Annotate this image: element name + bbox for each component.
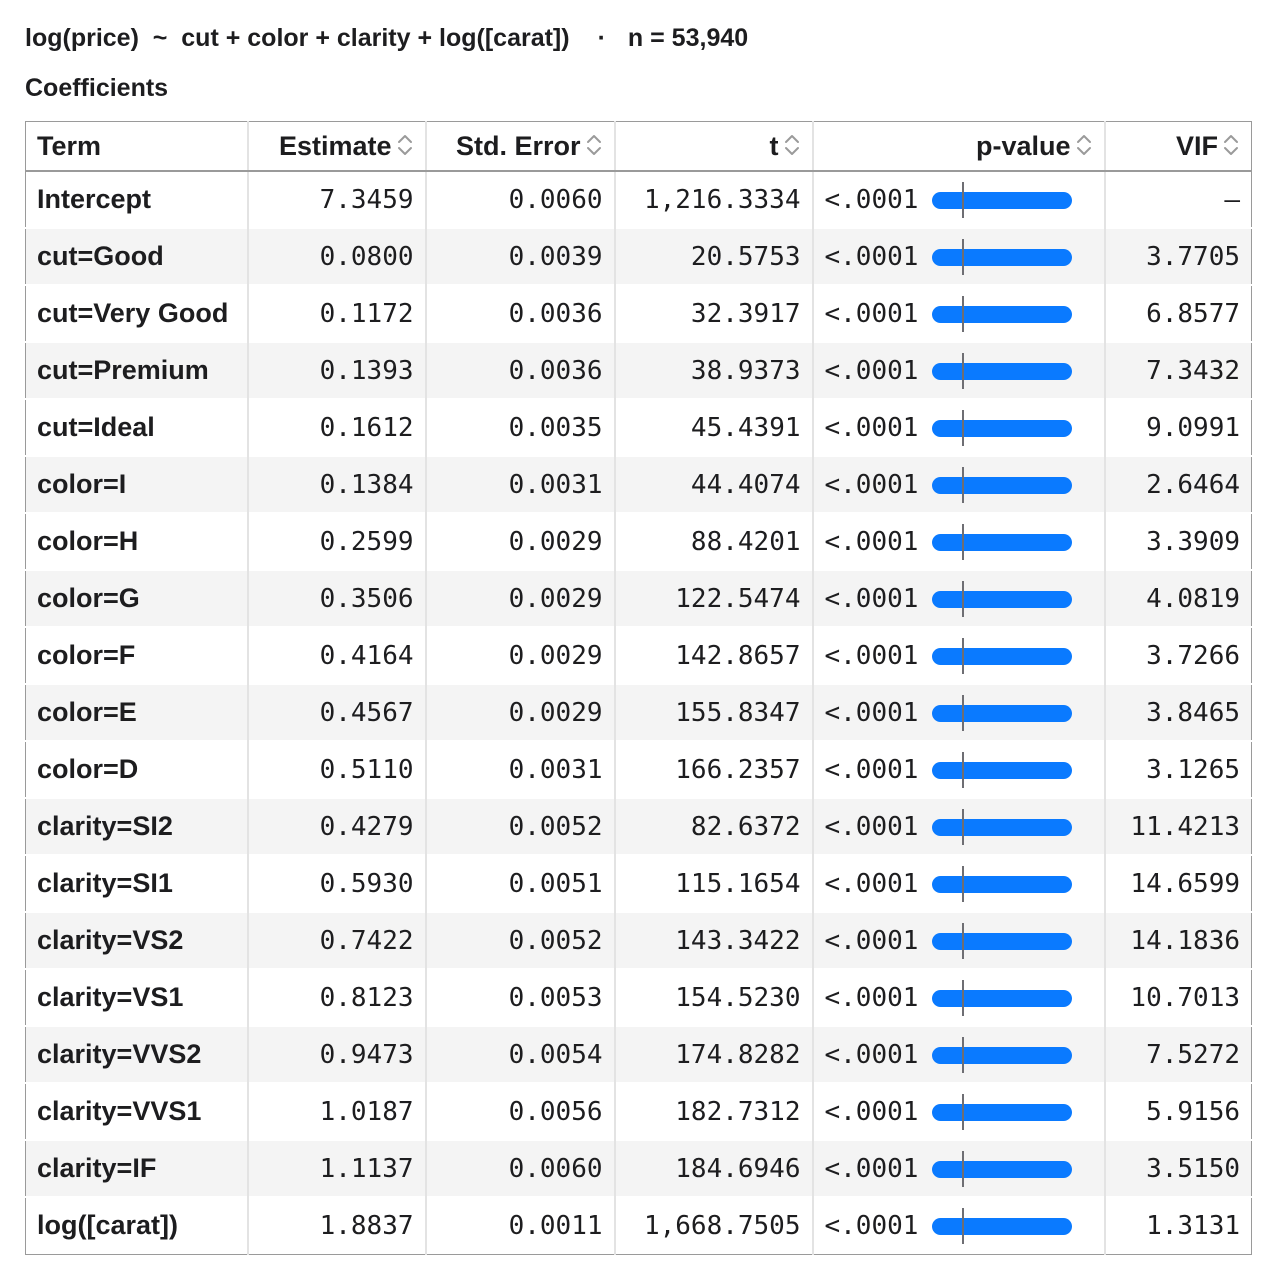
term-cell: cut=Good — [26, 228, 248, 285]
vif-cell: 7.3432 — [1105, 342, 1252, 399]
table-row — [26, 513, 1252, 570]
std-error-cell: 0.0031 — [426, 741, 615, 798]
std-error-cell: 0.0011 — [426, 1197, 615, 1254]
p-value-text: <.0001 — [824, 1153, 919, 1184]
significance-threshold-marker — [962, 752, 964, 788]
p-value-bar-fill — [932, 1047, 1072, 1064]
separator-dot: · — [597, 24, 606, 52]
p-value-bar — [932, 303, 1072, 325]
std-error-cell: 0.0053 — [426, 969, 615, 1026]
significance-threshold-marker — [962, 1208, 964, 1244]
std-error-cell: 0.0029 — [426, 627, 615, 684]
p-value-cell — [813, 513, 1105, 570]
std-error-cell: 0.0060 — [426, 171, 615, 228]
p-value-bar-fill — [932, 591, 1072, 608]
significance-threshold-marker — [962, 182, 964, 218]
p-value-bar-fill — [932, 249, 1072, 266]
estimate-cell: 0.4567 — [248, 684, 426, 741]
p-value-text: <.0001 — [824, 811, 919, 842]
sort-chevrons-icon[interactable] — [1222, 132, 1240, 158]
significance-threshold-marker — [962, 296, 964, 332]
p-value-bar — [932, 1158, 1072, 1180]
vif-cell: 2.6464 — [1105, 456, 1252, 513]
p-value-bar-fill — [932, 819, 1072, 836]
table-row — [26, 1140, 1252, 1197]
table-row — [26, 1083, 1252, 1140]
t-stat-cell: 1,668.7505 — [615, 1197, 813, 1254]
estimate-cell: 0.3506 — [248, 570, 426, 627]
vif-cell: 7.5272 — [1105, 1026, 1252, 1083]
term-cell: cut=Very Good — [26, 285, 248, 342]
t-stat-cell: 88.4201 — [615, 513, 813, 570]
column-header-label: Std. Error — [455, 130, 581, 161]
p-value-text: <.0001 — [824, 298, 919, 329]
significance-threshold-marker — [962, 923, 964, 959]
p-value-bar — [932, 816, 1072, 838]
p-value-bar — [932, 531, 1072, 553]
p-value-cell — [813, 342, 1105, 399]
p-value-cell — [813, 627, 1105, 684]
p-value-bar-fill — [932, 534, 1072, 551]
std-error-cell: 0.0051 — [426, 855, 615, 912]
p-value-bar — [932, 1044, 1072, 1066]
p-value-bar — [932, 873, 1072, 895]
estimate-cell: 0.1612 — [248, 399, 426, 456]
vif-cell: 6.8577 — [1105, 285, 1252, 342]
table-row — [26, 969, 1252, 1026]
std-error-cell: 0.0029 — [426, 684, 615, 741]
p-value-cell — [813, 684, 1105, 741]
vif-cell: 5.9156 — [1105, 1083, 1252, 1140]
table-row — [26, 627, 1252, 684]
p-value-cell — [813, 912, 1105, 969]
p-value-bar-fill — [932, 762, 1072, 779]
sort-chevrons-icon[interactable] — [783, 132, 801, 158]
column-header-label: t — [769, 130, 779, 161]
column-header-estimate[interactable] — [248, 122, 426, 172]
sort-chevrons-icon[interactable] — [1075, 132, 1093, 158]
term-cell: clarity=VS2 — [26, 912, 248, 969]
estimate-cell: 0.1172 — [248, 285, 426, 342]
p-value-text: <.0001 — [824, 640, 919, 671]
t-stat-cell: 143.3422 — [615, 912, 813, 969]
term-cell: clarity=SI2 — [26, 798, 248, 855]
significance-threshold-marker — [962, 524, 964, 560]
term-cell: clarity=VVS2 — [26, 1026, 248, 1083]
p-value-text: <.0001 — [824, 583, 919, 614]
t-stat-cell: 166.2357 — [615, 741, 813, 798]
column-header-label: VIF — [1175, 130, 1218, 161]
estimate-cell: 0.1384 — [248, 456, 426, 513]
significance-threshold-marker — [962, 239, 964, 275]
section-title: Coefficients — [25, 74, 169, 102]
estimate-cell: 0.8123 — [248, 969, 426, 1026]
p-value-cell — [813, 1197, 1105, 1254]
p-value-bar — [932, 1215, 1072, 1237]
p-value-bar-fill — [932, 306, 1072, 323]
column-header-term — [26, 122, 248, 172]
column-header-t[interactable] — [615, 122, 813, 172]
std-error-cell: 0.0056 — [426, 1083, 615, 1140]
p-value-cell — [813, 171, 1105, 228]
column-header-label: Estimate — [278, 130, 392, 161]
t-stat-cell: 184.6946 — [615, 1140, 813, 1197]
p-value-bar-fill — [932, 705, 1072, 722]
table-row — [26, 798, 1252, 855]
t-stat-cell: 154.5230 — [615, 969, 813, 1026]
vif-cell: 3.3909 — [1105, 513, 1252, 570]
vif-cell: 4.0819 — [1105, 570, 1252, 627]
table-row — [26, 399, 1252, 456]
p-value-cell — [813, 456, 1105, 513]
p-value-bar — [932, 588, 1072, 610]
table-row — [26, 741, 1252, 798]
table-row — [26, 912, 1252, 969]
p-value-bar-fill — [932, 933, 1072, 950]
p-value-bar-fill — [932, 1218, 1072, 1235]
t-stat-cell: 142.8657 — [615, 627, 813, 684]
term-cell: clarity=IF — [26, 1140, 248, 1197]
estimate-cell: 0.5110 — [248, 741, 426, 798]
p-value-cell — [813, 1083, 1105, 1140]
t-stat-cell: 38.9373 — [615, 342, 813, 399]
estimate-cell: 0.1393 — [248, 342, 426, 399]
p-value-bar — [932, 702, 1072, 724]
p-value-cell — [813, 570, 1105, 627]
t-stat-cell: 32.3917 — [615, 285, 813, 342]
std-error-cell: 0.0036 — [426, 285, 615, 342]
vif-cell: 3.7266 — [1105, 627, 1252, 684]
p-value-bar — [932, 474, 1072, 496]
estimate-cell: 1.8837 — [248, 1197, 426, 1254]
significance-threshold-marker — [962, 1037, 964, 1073]
term-cell: log([carat]) — [26, 1197, 248, 1254]
p-value-text: <.0001 — [824, 754, 919, 785]
p-value-text: <.0001 — [824, 241, 919, 272]
term-cell: cut=Premium — [26, 342, 248, 399]
p-value-bar — [932, 645, 1072, 667]
term-cell: color=I — [26, 456, 248, 513]
std-error-cell: 0.0054 — [426, 1026, 615, 1083]
column-header-label: Term — [37, 130, 102, 161]
p-value-cell — [813, 798, 1105, 855]
t-stat-cell: 182.7312 — [615, 1083, 813, 1140]
sort-chevrons-icon[interactable] — [585, 132, 603, 158]
estimate-cell: 0.9473 — [248, 1026, 426, 1083]
t-stat-cell: 122.5474 — [615, 570, 813, 627]
vif-cell: 14.1836 — [1105, 912, 1252, 969]
column-header-std-error[interactable] — [426, 122, 615, 172]
term-cell: color=E — [26, 684, 248, 741]
vif-cell: 1.3131 — [1105, 1197, 1252, 1254]
vif-cell: 3.8465 — [1105, 684, 1252, 741]
t-stat-cell: 20.5753 — [615, 228, 813, 285]
significance-threshold-marker — [962, 980, 964, 1016]
t-stat-cell: 174.8282 — [615, 1026, 813, 1083]
table-row — [26, 228, 1252, 285]
p-value-text: <.0001 — [824, 868, 919, 899]
t-stat-cell: 44.4074 — [615, 456, 813, 513]
t-stat-cell: 45.4391 — [615, 399, 813, 456]
vif-cell: 3.1265 — [1105, 741, 1252, 798]
p-value-text: <.0001 — [824, 1039, 919, 1070]
p-value-cell — [813, 855, 1105, 912]
estimate-cell: 0.0800 — [248, 228, 426, 285]
t-stat-cell: 115.1654 — [615, 855, 813, 912]
estimate-cell: 0.4279 — [248, 798, 426, 855]
estimate-cell: 1.0187 — [248, 1083, 426, 1140]
significance-threshold-marker — [962, 410, 964, 446]
table-row — [26, 684, 1252, 741]
significance-threshold-marker — [962, 467, 964, 503]
p-value-bar-fill — [932, 876, 1072, 893]
term-cell: clarity=SI1 — [26, 855, 248, 912]
std-error-cell: 0.0029 — [426, 570, 615, 627]
estimate-cell: 0.2599 — [248, 513, 426, 570]
t-stat-cell: 1,216.3334 — [615, 171, 813, 228]
significance-threshold-marker — [962, 809, 964, 845]
p-value-bar — [932, 987, 1072, 1009]
vif-cell: 10.7013 — [1105, 969, 1252, 1026]
significance-threshold-marker — [962, 638, 964, 674]
vif-cell: 3.5150 — [1105, 1140, 1252, 1197]
p-value-cell — [813, 399, 1105, 456]
estimate-cell: 0.5930 — [248, 855, 426, 912]
table-row — [26, 285, 1252, 342]
p-value-text: <.0001 — [824, 1210, 919, 1241]
term-cell: color=D — [26, 741, 248, 798]
term-cell: color=G — [26, 570, 248, 627]
p-value-bar-fill — [932, 192, 1072, 209]
term-cell: color=H — [26, 513, 248, 570]
p-value-text: <.0001 — [824, 412, 919, 443]
estimate-cell: 0.7422 — [248, 912, 426, 969]
p-value-text: <.0001 — [824, 355, 919, 386]
p-value-text: <.0001 — [824, 526, 919, 557]
p-value-text: <.0001 — [824, 925, 919, 956]
sort-chevrons-icon[interactable] — [396, 132, 414, 158]
p-value-text: <.0001 — [824, 184, 919, 215]
std-error-cell: 0.0039 — [426, 228, 615, 285]
column-header-p-value[interactable] — [813, 122, 1105, 172]
p-value-bar-fill — [932, 363, 1072, 380]
term-cell: Intercept — [26, 171, 248, 228]
p-value-bar — [932, 246, 1072, 268]
vif-cell: 3.7705 — [1105, 228, 1252, 285]
p-value-cell — [813, 228, 1105, 285]
significance-threshold-marker — [962, 866, 964, 902]
p-value-cell — [813, 1140, 1105, 1197]
p-value-cell — [813, 285, 1105, 342]
table-row — [26, 171, 1252, 228]
p-value-bar-fill — [932, 420, 1072, 437]
p-value-text: <.0001 — [824, 982, 919, 1013]
p-value-bar — [932, 930, 1072, 952]
p-value-bar-fill — [932, 648, 1072, 665]
term-cell: clarity=VVS1 — [26, 1083, 248, 1140]
p-value-bar — [932, 360, 1072, 382]
vif-cell: — — [1105, 171, 1252, 228]
significance-threshold-marker — [962, 695, 964, 731]
table-row — [26, 456, 1252, 513]
std-error-cell: 0.0060 — [426, 1140, 615, 1197]
estimate-cell: 0.4164 — [248, 627, 426, 684]
significance-threshold-marker — [962, 581, 964, 617]
table-body — [26, 171, 1252, 1254]
estimate-cell: 1.1137 — [248, 1140, 426, 1197]
table-row — [26, 342, 1252, 399]
std-error-cell: 0.0036 — [426, 342, 615, 399]
t-stat-cell: 155.8347 — [615, 684, 813, 741]
significance-threshold-marker — [962, 353, 964, 389]
p-value-cell — [813, 1026, 1105, 1083]
sample-size: n = 53,940 — [627, 24, 749, 52]
coefficients-table — [25, 121, 1252, 1255]
table-row — [26, 1197, 1252, 1254]
column-header-label: p-value — [975, 130, 1071, 161]
vif-cell: 11.4213 — [1105, 798, 1252, 855]
std-error-cell: 0.0052 — [426, 912, 615, 969]
term-cell: clarity=VS1 — [26, 969, 248, 1026]
t-stat-cell: 82.6372 — [615, 798, 813, 855]
model-formula: log(price) ~ cut + color + clarity + log([carat]) — [25, 24, 570, 52]
p-value-bar — [932, 1101, 1072, 1123]
significance-threshold-marker — [962, 1151, 964, 1187]
p-value-text: <.0001 — [824, 697, 919, 728]
p-value-bar-fill — [932, 1161, 1072, 1178]
std-error-cell: 0.0031 — [426, 456, 615, 513]
table-header — [26, 122, 1252, 172]
p-value-bar-fill — [932, 990, 1072, 1007]
term-cell: color=F — [26, 627, 248, 684]
table-row — [26, 570, 1252, 627]
estimate-cell: 7.3459 — [248, 171, 426, 228]
p-value-bar — [932, 417, 1072, 439]
table-row — [26, 1026, 1252, 1083]
table-row — [26, 855, 1252, 912]
p-value-text: <.0001 — [824, 1096, 919, 1127]
model-formula-line — [25, 20, 1252, 56]
vif-cell: 14.6599 — [1105, 855, 1252, 912]
p-value-bar — [932, 759, 1072, 781]
p-value-bar-fill — [932, 477, 1072, 494]
p-value-text: <.0001 — [824, 469, 919, 500]
significance-threshold-marker — [962, 1094, 964, 1130]
vif-cell: 9.0991 — [1105, 399, 1252, 456]
p-value-cell — [813, 969, 1105, 1026]
term-cell: cut=Ideal — [26, 399, 248, 456]
p-value-bar-fill — [932, 1104, 1072, 1121]
std-error-cell: 0.0029 — [426, 513, 615, 570]
column-header-vif[interactable] — [1105, 122, 1252, 172]
std-error-cell: 0.0052 — [426, 798, 615, 855]
p-value-cell — [813, 741, 1105, 798]
std-error-cell: 0.0035 — [426, 399, 615, 456]
p-value-bar — [932, 189, 1072, 211]
